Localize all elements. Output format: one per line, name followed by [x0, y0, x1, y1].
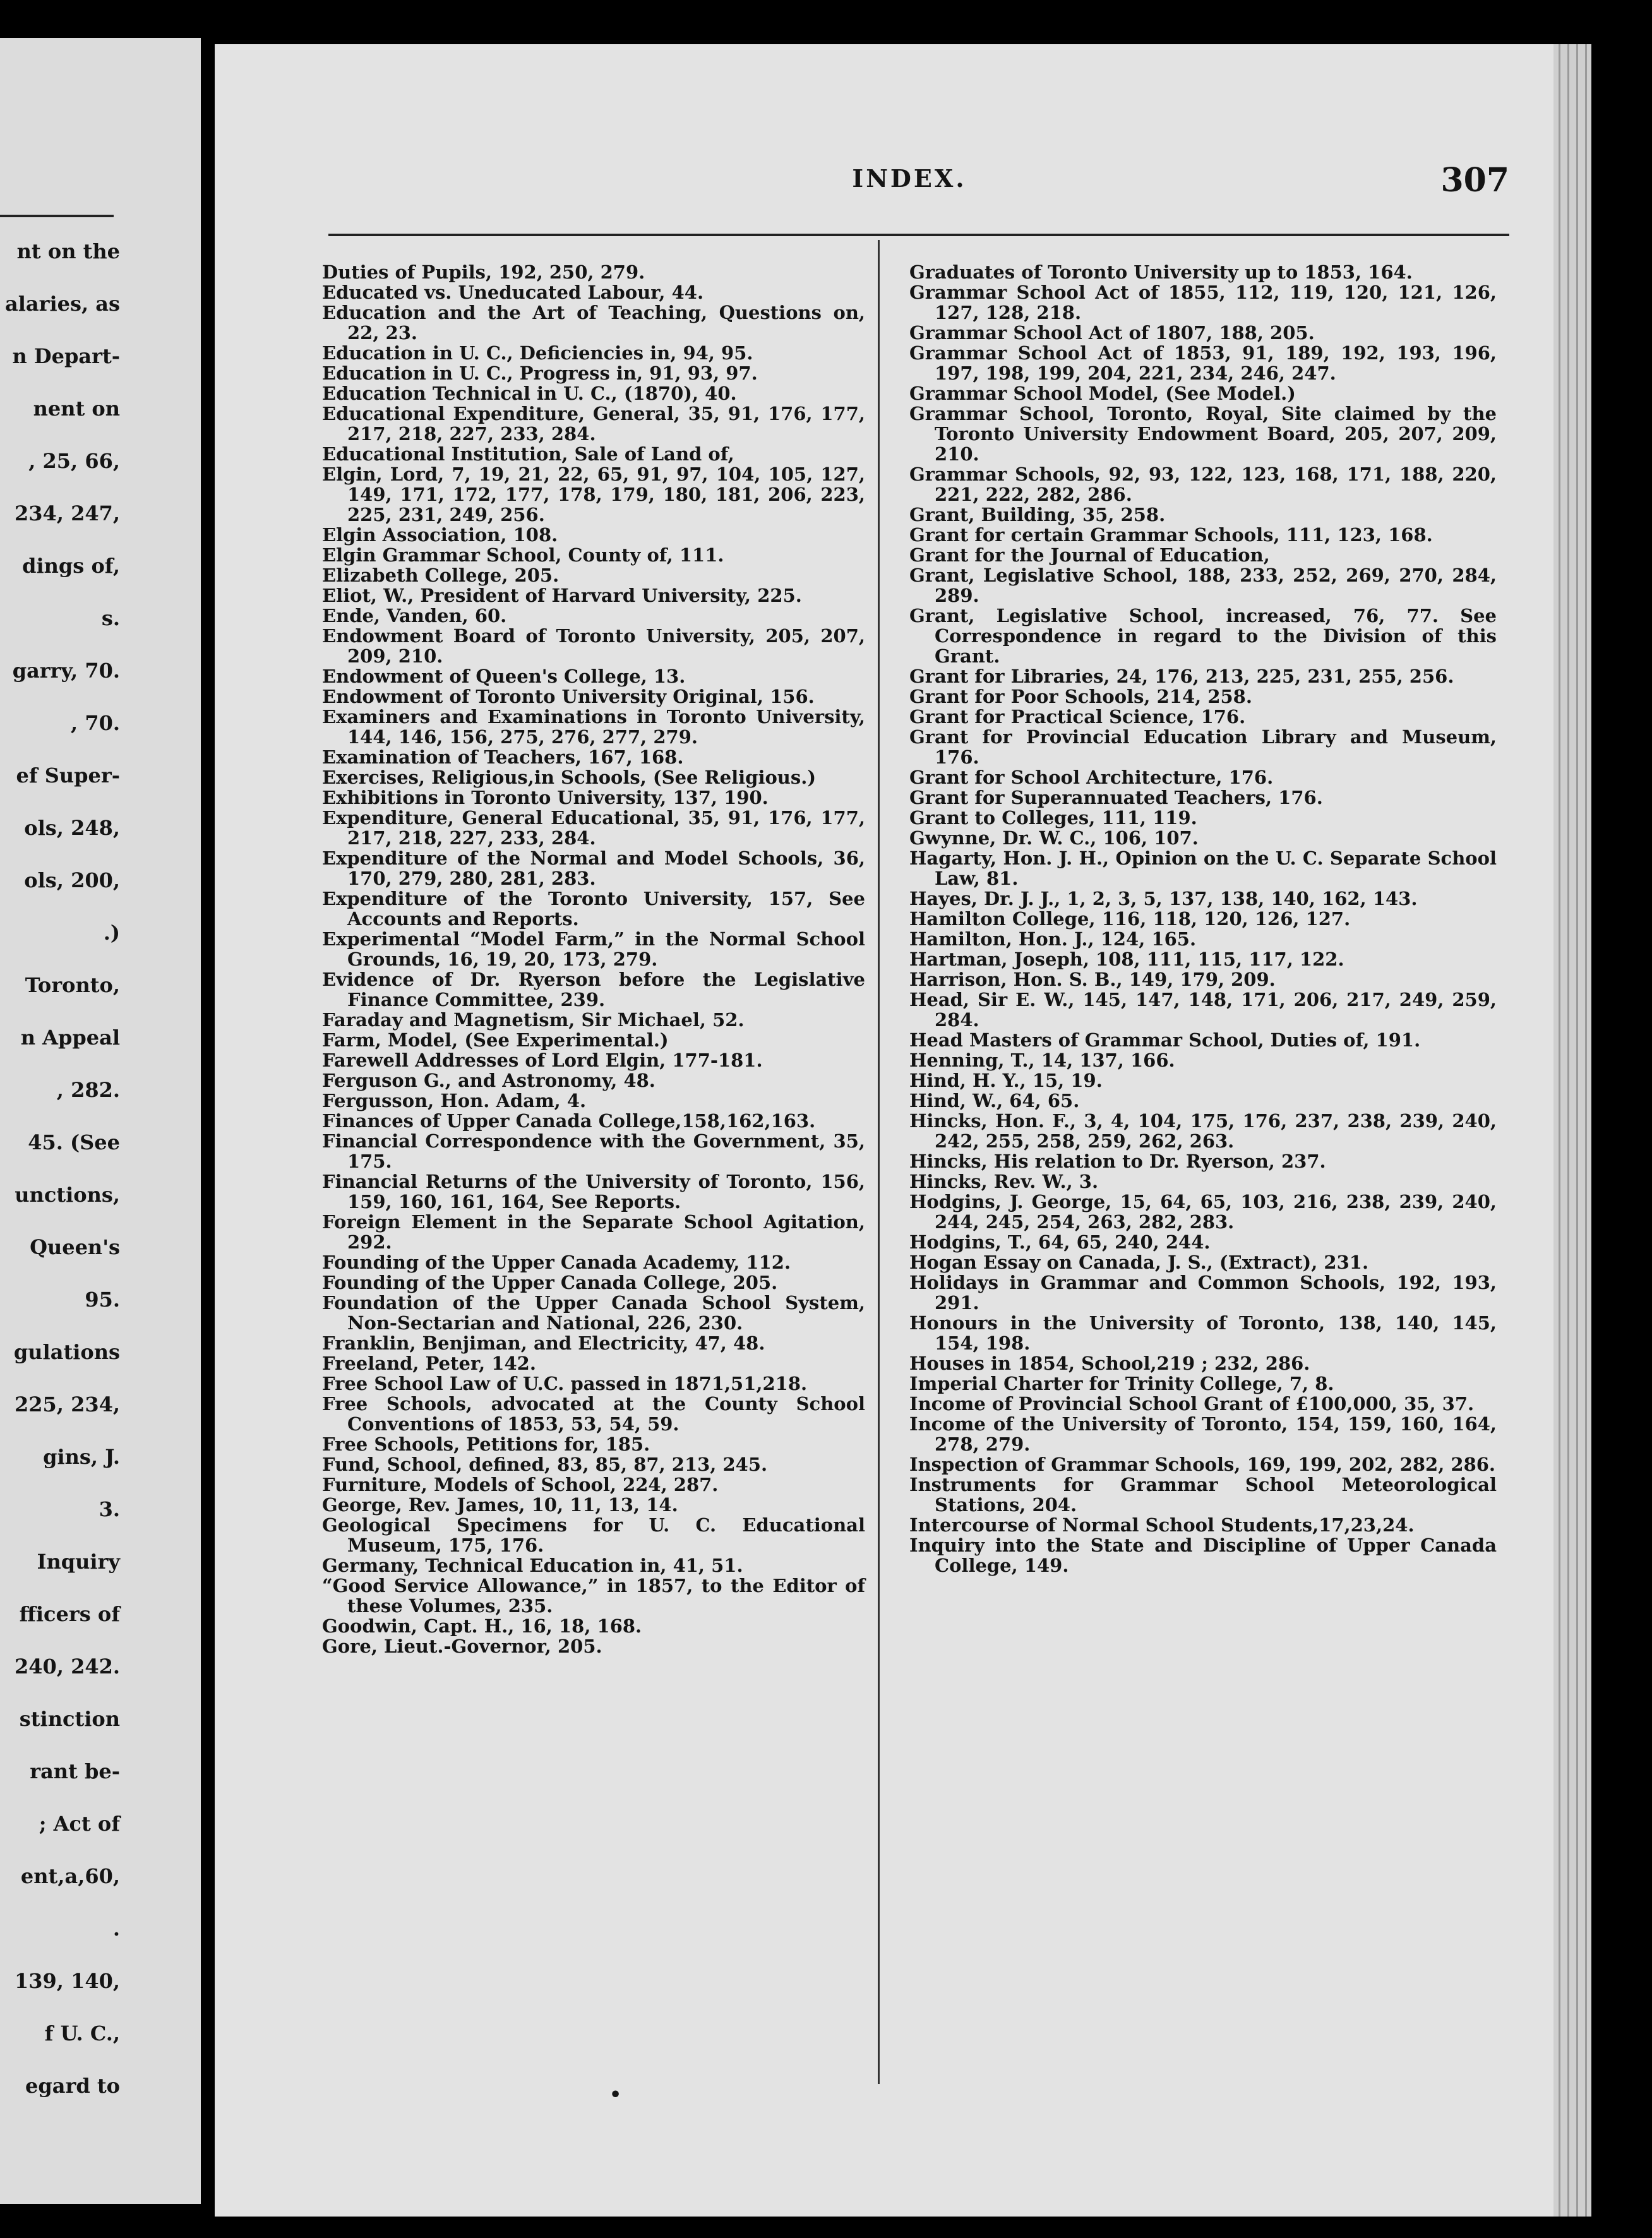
index-entry: Harrison, Hon. S. B., 149, 179, 209.	[909, 969, 1276, 990]
facing-page-line: nt on the	[16, 239, 120, 263]
index-entry: Hayes, Dr. J. J., 1, 2, 3, 5, 137, 138, 140, 162, 143.	[909, 888, 1418, 909]
index-entry: Founding of the Upper Canada Academy, 112.	[322, 1252, 791, 1273]
index-column-right	[909, 262, 1497, 1576]
index-entry: Grant for certain Grammar Schools, 111, 123, 168.	[909, 524, 1433, 546]
header-rule	[328, 234, 1509, 236]
facing-page-line: 139, 140,	[14, 1969, 120, 1993]
index-entry: Grammar School Act of 1855, 112, 119, 120, 121, 126, 127, 128, 218.	[909, 282, 1497, 323]
index-entry: Examiners and Examinations in Toronto University, 144, 146, 156, 275, 276, 277, 279.	[322, 706, 865, 748]
index-entry: Hind, W., 64, 65.	[909, 1090, 1080, 1111]
index-entry: Grant for Provincial Education Library and Museum, 176.	[909, 726, 1497, 768]
index-entry: Elgin Grammar School, County of, 111.	[322, 544, 724, 566]
index-entry: Grant for Poor Schools, 214, 258.	[909, 686, 1252, 707]
index-entry: Hind, H. Y., 15, 19.	[909, 1070, 1103, 1091]
index-entry: Elgin Association, 108.	[322, 524, 558, 546]
index-entry: Gwynne, Dr. W. C., 106, 107.	[909, 827, 1199, 849]
index-entry: Ende, Vanden, 60.	[322, 605, 507, 626]
index-entry: Intercourse of Normal School Students,17,23,24.	[909, 1514, 1415, 1536]
facing-page-line: .	[112, 1917, 120, 1941]
index-entry: Exercises, Religious,in Schools, (See Religious.)	[322, 767, 817, 788]
index-entry: Evidence of Dr. Ryerson before the Legislative Finance Committee, 239.	[322, 969, 865, 1010]
page-number: 307	[1440, 161, 1509, 200]
index-entry: Endowment Board of Toronto University, 205, 207, 209, 210.	[322, 625, 865, 667]
index-entry: Hodgins, J. George, 15, 64, 65, 103, 216, 238, 239, 240, 244, 245, 254, 263, 282, 283.	[909, 1191, 1497, 1233]
index-entry: Educational Expenditure, General, 35, 91, 176, 177, 217, 218, 227, 233, 284.	[322, 403, 865, 445]
facing-page-line: Toronto,	[25, 973, 120, 997]
index-entry: Farewell Addresses of Lord Elgin, 177-181.	[322, 1050, 763, 1071]
index-entry: Educated vs. Uneducated Labour, 44.	[322, 282, 704, 303]
index-entry: Grammar Schools, 92, 93, 122, 123, 168, 171, 188, 220, 221, 222, 282, 286.	[909, 464, 1497, 505]
facing-page-line: stinction	[19, 1707, 120, 1731]
index-entry: Expenditure, General Educational, 35, 91, 176, 177, 217, 218, 227, 233, 284.	[322, 807, 865, 849]
index-entry: Faraday and Magnetism, Sir Michael, 52.	[322, 1009, 745, 1031]
index-entry: Inspection of Grammar Schools, 169, 199, 202, 282, 286.	[909, 1454, 1496, 1475]
facing-page-line: fficers of	[19, 1602, 120, 1626]
index-entry: Grant, Legislative School, 188, 233, 252, 269, 270, 284, 289.	[909, 565, 1497, 606]
index-entry: Farm, Model, (See Experimental.)	[322, 1029, 669, 1051]
index-entry: Income of the University of Toronto, 154, 159, 160, 164, 278, 279.	[909, 1413, 1497, 1455]
facing-page-line: alaries, as	[4, 292, 120, 316]
index-entry: Grammar School Act of 1853, 91, 189, 192, 193, 196, 197, 198, 199, 204, 221, 234, 246, 247.	[909, 342, 1497, 384]
index-entry: Hartman, Joseph, 108, 111, 115, 117, 122.	[909, 948, 1344, 970]
index-entry: Franklin, Benjiman, and Electricity, 47, 48.	[322, 1332, 765, 1354]
index-entry: Elizabeth College, 205.	[322, 565, 560, 586]
index-entry: Grant for School Architecture, 176.	[909, 767, 1274, 788]
index-entry: Grant for Practical Science, 176.	[909, 706, 1246, 727]
index-entry: Finances of Upper Canada College,158,162,163.	[322, 1110, 816, 1132]
footer-mark: •	[609, 2084, 622, 2106]
facing-page-line: rant be-	[30, 1759, 120, 1783]
page-edges	[1553, 44, 1591, 2217]
index-entry: Honours in the University of Toronto, 138, 140, 145, 154, 198.	[909, 1312, 1497, 1354]
facing-page-line: Inquiry	[37, 1550, 120, 1574]
index-entry: Expenditure of the Toronto University, 157, See Accounts and Reports.	[322, 888, 865, 930]
facing-page-line: unctions,	[15, 1183, 120, 1207]
index-entry: Free Schools, advocated at the County School Conventions of 1853, 53, 54, 59.	[322, 1393, 865, 1435]
index-entry: Hincks, Rev. W., 3.	[909, 1171, 1099, 1192]
page-edge-line	[1576, 44, 1578, 2217]
facing-page-line: , 70.	[71, 711, 120, 735]
index-entry: Henning, T., 14, 137, 166.	[909, 1050, 1175, 1071]
index-entry: Houses in 1854, School,219 ; 232, 286.	[909, 1353, 1310, 1374]
index-entry: Eliot, W., President of Harvard University, 225.	[322, 585, 802, 606]
facing-page-line: .)	[103, 921, 120, 945]
index-page	[215, 44, 1553, 2217]
facing-page-line: 45. (See	[28, 1130, 120, 1154]
index-entry: Endowment of Queen's College, 13.	[322, 666, 686, 687]
index-entry: Head, Sir E. W., 145, 147, 148, 171, 206, 217, 249, 259, 284.	[909, 989, 1497, 1031]
index-entry: Goodwin, Capt. H., 16, 18, 168.	[322, 1615, 642, 1637]
index-entry: Instruments for Grammar School Meteorological Stations, 204.	[909, 1474, 1497, 1516]
facing-page-line: 3.	[99, 1497, 120, 1521]
page-edge-line	[1567, 44, 1569, 2217]
index-entry: Inquiry into the State and Discipline of Upper Canada College, 149.	[909, 1535, 1497, 1576]
index-entry: Free Schools, Petitions for, 185.	[322, 1433, 650, 1455]
index-entry: Elgin, Lord, 7, 19, 21, 22, 65, 91, 97, 104, 105, 127, 149, 171, 172, 177, 178, 179, 180, 181, 206, 223, 225, 231, 249, 256.	[322, 464, 865, 525]
index-entry: Hincks, His relation to Dr. Ryerson, 237.	[909, 1151, 1326, 1172]
facing-page-line: ols, 200,	[24, 868, 120, 892]
facing-page-line: ent,a,60,	[20, 1864, 120, 1888]
facing-page-line: 225, 234,	[14, 1392, 120, 1416]
index-entry: “Good Service Allowance,” in 1857, to the Editor of these Volumes, 235.	[322, 1575, 865, 1617]
facing-page-line: ols, 248,	[24, 816, 120, 840]
facing-page-line: Queen's	[30, 1235, 120, 1259]
index-entry: Income of Provincial School Grant of £100,000, 35, 37.	[909, 1393, 1475, 1415]
facing-page-line: n Appeal	[20, 1026, 120, 1050]
index-entry: Grant, Legislative School, increased, 76, 77. See Correspondence in regard to the Division of this Grant.	[909, 605, 1497, 667]
facing-page-line: ; Act of	[39, 1812, 120, 1836]
index-entry: Founding of the Upper Canada College, 205.	[322, 1272, 778, 1293]
facing-page-line: gulations	[13, 1340, 120, 1364]
index-entry: Furniture, Models of School, 224, 287.	[322, 1474, 719, 1495]
index-entry: Foundation of the Upper Canada School System, Non-Sectarian and National, 226, 230.	[322, 1292, 865, 1334]
facing-page-line: gins, J.	[43, 1445, 120, 1469]
index-entry: Graduates of Toronto University up to 1853, 164.	[909, 261, 1413, 283]
index-entry: Freeland, Peter, 142.	[322, 1353, 536, 1374]
column-divider	[878, 240, 880, 2084]
index-entry: Hamilton College, 116, 118, 120, 126, 127.	[909, 908, 1351, 930]
index-column-left	[322, 262, 865, 1656]
index-entry: Free School Law of U.C. passed in 1871,51,218.	[322, 1373, 808, 1394]
index-entry: Imperial Charter for Trinity College, 7, 8.	[909, 1373, 1334, 1394]
index-entry: Grammar School Model, (See Model.)	[909, 383, 1296, 404]
index-entry: Education in U. C., Progress in, 91, 93, 97.	[322, 362, 758, 384]
index-entry: Fergusson, Hon. Adam, 4.	[322, 1090, 587, 1111]
index-entry: Hincks, Hon. F., 3, 4, 104, 175, 176, 237, 238, 239, 240, 242, 255, 258, 259, 262, 263.	[909, 1110, 1497, 1152]
index-entry: Grant to Colleges, 111, 119.	[909, 807, 1197, 829]
index-entry: Hagarty, Hon. J. H., Opinion on the U. C. Separate School Law, 81.	[909, 847, 1497, 889]
index-entry: Grant for Superannuated Teachers, 176.	[909, 787, 1323, 808]
index-entry: Experimental “Model Farm,” in the Normal School Grounds, 16, 19, 20, 173, 279.	[322, 928, 865, 970]
index-entry: Education in U. C., Deficiencies in, 94, 95.	[322, 342, 753, 364]
page-edge-line	[1559, 44, 1560, 2217]
index-entry: Geological Specimens for U. C. Educational Museum, 175, 176.	[322, 1514, 865, 1556]
facing-page-line: 240, 242.	[14, 1655, 120, 1678]
facing-page	[0, 38, 201, 2204]
facing-page-line: n Depart-	[12, 344, 120, 368]
index-entry: Education Technical in U. C., (1870), 40.	[322, 383, 737, 404]
index-entry: Ferguson G., and Astronomy, 48.	[322, 1070, 655, 1091]
index-entry: Germany, Technical Education in, 41, 51.	[322, 1555, 743, 1576]
facing-page-line: 234, 247,	[14, 501, 120, 525]
index-entry: Examination of Teachers, 167, 168.	[322, 746, 684, 768]
facing-page-line: f U. C.,	[44, 2021, 120, 2045]
index-entry: Education and the Art of Teaching, Questions on, 22, 23.	[322, 302, 865, 344]
index-entry: Fund, School, defined, 83, 85, 87, 213, 245.	[322, 1454, 768, 1475]
index-entry: George, Rev. James, 10, 11, 13, 14.	[322, 1494, 678, 1516]
index-entry: Gore, Lieut.-Governor, 205.	[322, 1636, 602, 1657]
index-entry: Financial Returns of the University of Toronto, 156, 159, 160, 161, 164, See Reports.	[322, 1171, 865, 1212]
index-entry: Holidays in Grammar and Common Schools, 192, 193, 291.	[909, 1272, 1497, 1313]
index-entry: Duties of Pupils, 192, 250, 279.	[322, 261, 645, 283]
index-entry: Financial Correspondence with the Government, 35, 175.	[322, 1130, 865, 1172]
index-entry: Foreign Element in the Separate School Agitation, 292.	[322, 1211, 865, 1253]
index-entry: Grammar School, Toronto, Royal, Site claimed by the Toronto University Endowment Board, 205, 207, 209, 210.	[909, 403, 1497, 465]
index-entry: Hamilton, Hon. J., 124, 165.	[909, 928, 1197, 950]
facing-page-line: 95.	[85, 1288, 120, 1312]
index-entry: Expenditure of the Normal and Model Schools, 36, 170, 279, 280, 281, 283.	[322, 847, 865, 889]
facing-page-line: ef Super-	[16, 763, 120, 787]
facing-page-line: , 25, 66,	[28, 449, 120, 473]
index-entry: Grant, Building, 35, 258.	[909, 504, 1166, 525]
page-title: INDEX.	[852, 164, 967, 193]
index-entry: Grant for the Journal of Education,	[909, 544, 1270, 566]
facing-page-line: dings of,	[22, 554, 120, 578]
facing-page-line: s.	[101, 606, 120, 630]
index-entry: Exhibitions in Toronto University, 137, 190.	[322, 787, 769, 808]
facing-page-line: egard to	[25, 2074, 120, 2098]
index-entry: Grant for Libraries, 24, 176, 213, 225, 231, 255, 256.	[909, 666, 1454, 687]
index-entry: Head Masters of Grammar School, Duties of, 191.	[909, 1029, 1421, 1051]
facing-page-line: nent on	[33, 397, 120, 421]
page-edge-line	[1585, 44, 1587, 2217]
facing-page-line: , 282.	[56, 1078, 120, 1102]
facing-page-text	[0, 38, 201, 2204]
index-entry: Hodgins, T., 64, 65, 240, 244.	[909, 1231, 1211, 1253]
index-entry: Endowment of Toronto University Original, 156.	[322, 686, 815, 707]
index-entry: Hogan Essay on Canada, J. S., (Extract), 231.	[909, 1252, 1369, 1273]
index-entry: Grammar School Act of 1807, 188, 205.	[909, 322, 1315, 344]
facing-page-line: garry, 70.	[12, 659, 120, 683]
index-entry: Educational Institution, Sale of Land of,	[322, 443, 734, 465]
